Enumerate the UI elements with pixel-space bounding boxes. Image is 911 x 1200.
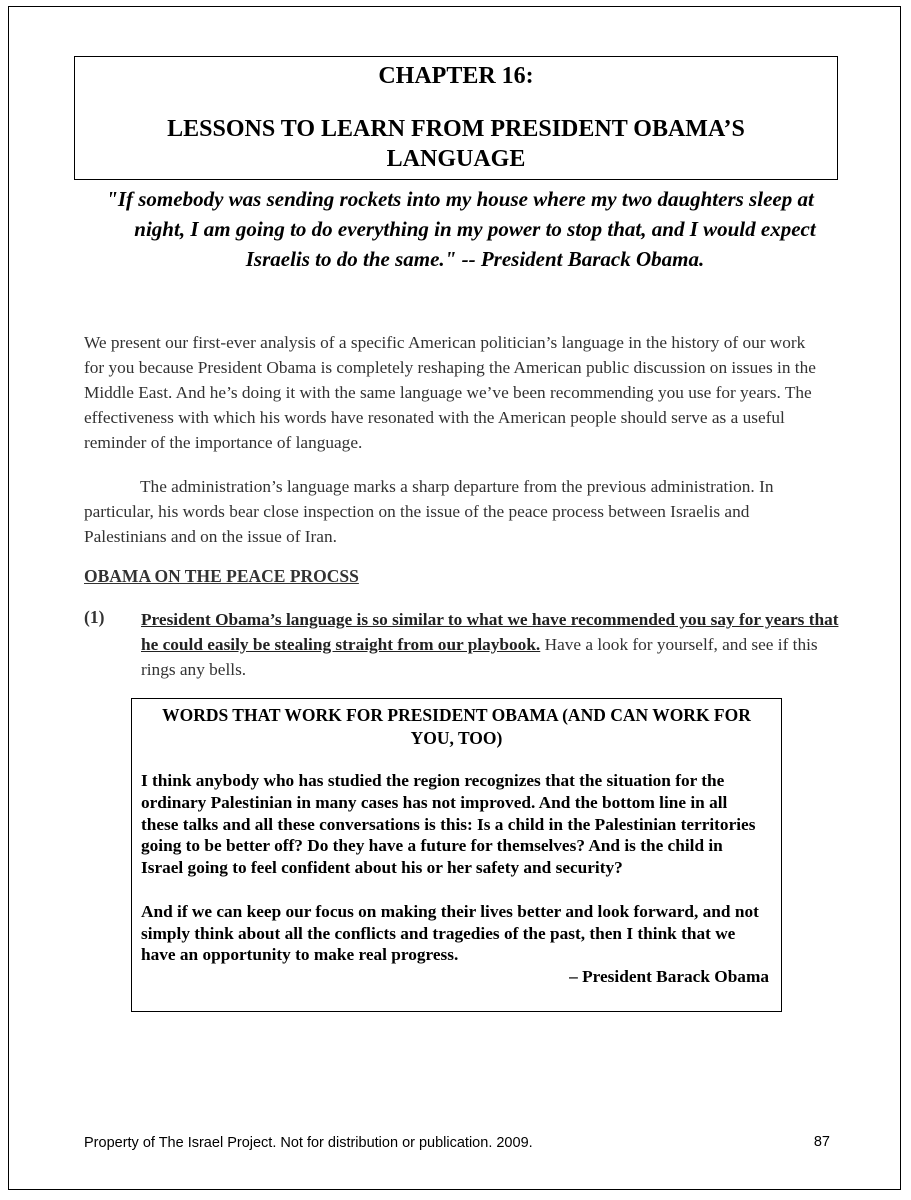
words-that-work-box — [131, 698, 782, 1012]
body-paragraph-1: We present our first-ever analysis of a specific American politician’s language in the history of our work for you because President Obama is completely reshaping the American public discussion on issues in the Middle East. And he’s doing it with the same language we’ve been recommending you use for years. The effectiveness with which his words have resonated with the American people should serve as a useful reminder of the importance of language. — [84, 333, 816, 452]
quote-box-body — [141, 770, 769, 988]
list-item-marker: (1) — [84, 607, 105, 627]
list-item-plain: Have a look for yourself, and see if this rings any bells. — [141, 635, 818, 679]
chapter-number: CHAPTER 16: — [378, 63, 534, 89]
epigraph-quote: "If somebody was sending rockets into my house where my two daughters sleep at night, I am going to do everything in my power to stop that, and I would expect Israelis to do the same." -- President Barack Obama. — [106, 187, 816, 271]
quote-attribution: – President Barack Obama — [569, 967, 769, 987]
section-heading: OBAMA ON THE PEACE PROCSS — [84, 566, 359, 586]
page-number: 87 — [813, 1134, 830, 1150]
list-item-text — [141, 607, 841, 682]
quote-box-paragraph-2: And if we can keep our focus on making their lives better and look forward, and not simply think about all the conflicts and tragedies of the past, then I think that we have an opportunity to make real progress. — [141, 901, 759, 965]
body-paragraph-2: The administration’s language marks a sharp departure from the previous administration. In particular, his words bear close inspection on the issue of the peace process between Israelis and Palestinians and on the issue of Iran. — [84, 477, 774, 546]
chapter-title: LESSONS TO LEARN FROM PRESIDENT OBAMA’S LANGUAGE — [167, 116, 745, 172]
quote-box-title: WORDS THAT WORK FOR PRESIDENT OBAMA (AND CAN WORK FOR YOU, TOO) — [162, 705, 751, 748]
list-item-emphasis: President Obama’s language is so similar to what we have recommended you say for years that he could easily be stealing straight from our playbook. — [141, 610, 839, 654]
footer-notice: Property of The Israel Project. Not for distribution or publication. 2009. — [84, 1135, 533, 1151]
quote-box-paragraph-1: I think anybody who has studied the region recognizes that the situation for the ordinary Palestinian in many cases has not improved. And the bottom line in all these talks and all these conversations is this: Is a child in the Palestinian territories going to be better off? Do they have a future for themselves? And is the child in Israel going to feel confident about his or her safety and security? — [141, 771, 756, 878]
chapter-header-box — [74, 56, 838, 180]
